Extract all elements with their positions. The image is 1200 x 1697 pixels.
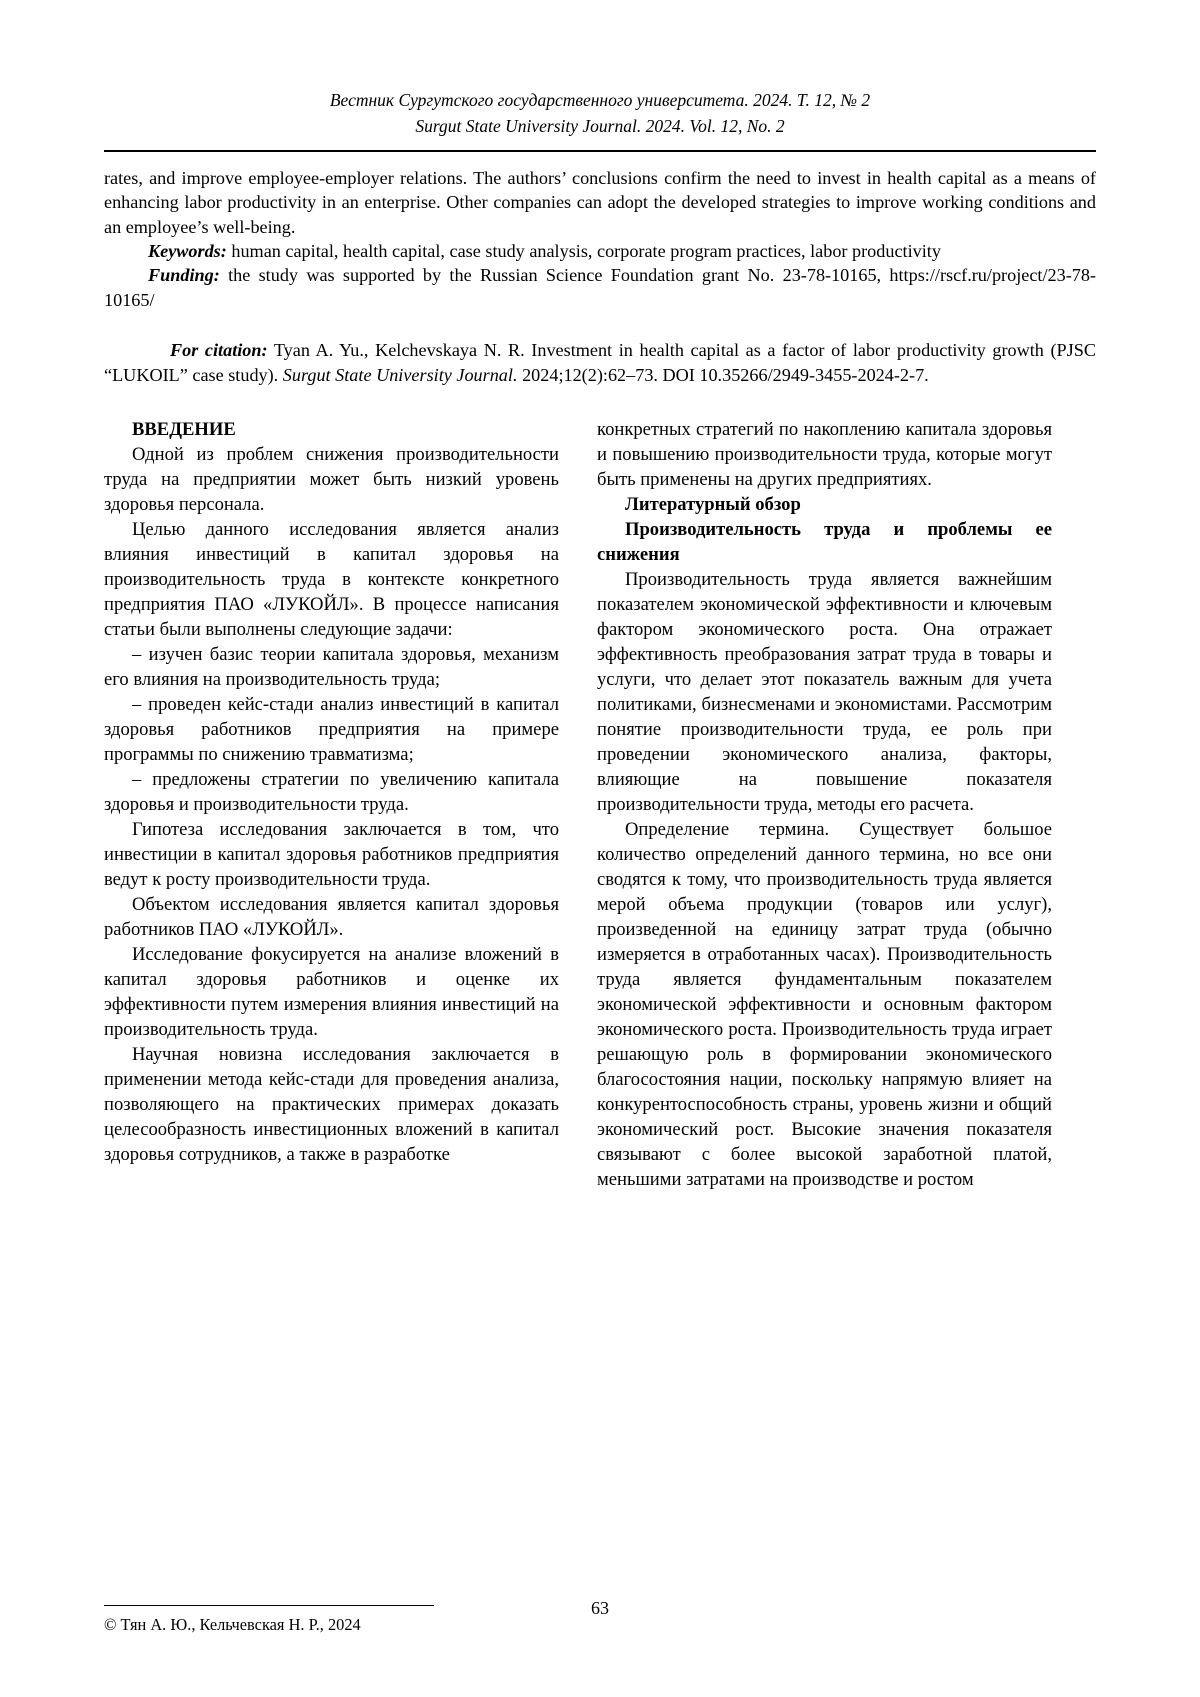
header-divider (104, 150, 1096, 152)
paragraph-continuation: конкретных стратегий по накоплению капитала здоровья и повышению производительности труда, которые могут быть применены на других предприятиях. (597, 418, 1052, 490)
section-heading-introduction: ВВЕДЕНИЕ (132, 418, 236, 440)
paragraph: Объектом исследования является капитал здоровья работников ПАО «ЛУКОЙЛ». (104, 893, 559, 940)
paragraph: Определение термина. Существует большое количество определений данного термина, но все они сводятся к тому, что производительность труда является мерой объема продукции (товаров или услуг), произведенной на единицу затрат труда (обычно измеряется в отработанных часах). Производительность труда является фундаментальным показателем экономической эффективности и основным фактором экономического роста. Производительность труда играет решающую роль в формировании экономического благосостояния нации, поскольку напрямую влияет на конкурентоспособность страны, уровень жизни и общий экономический рост. Высокие значения показателя связывают с более высокой заработной платой, меньшими затратами на производстве и ростом (597, 818, 1052, 1190)
running-head-line-en: Surgut State University Journal. 2024. Vol. 12, No. 2 (415, 115, 785, 136)
running-head (104, 88, 1096, 140)
left-column (104, 417, 559, 1192)
body-columns (104, 417, 1096, 1192)
paragraph: – изучен базис теории капитала здоровья, механизм его влияния на производительность труда; (104, 643, 559, 690)
keywords-paragraph (104, 239, 1096, 263)
paragraph: Целью данного исследования является анализ влияния инвестиций в капитал здоровья на производительность труда в контексте конкретного предприятия ПАО «ЛУКОЙЛ». В процессе написания статьи были выполнены следующие задачи: (104, 518, 559, 640)
keywords-text: human capital, health capital, case study analysis, corporate program practices, labor productivity (226, 240, 941, 261)
paragraph: Научная новизна исследования заключается в применении метода кейс-стади для проведения анализа, позволяющего на практических примерах доказать целесообразность инвестиционных вложений в капитал здоровья сотрудников, а также в разработке (104, 1043, 559, 1165)
right-column (597, 417, 1052, 1192)
paragraph: Исследование фокусируется на анализе вложений в капитал здоровья работников и оценке их эффективности путем измерения влияния инвестиций на производительность труда. (104, 943, 559, 1040)
page-footer (104, 1598, 1096, 1635)
paragraph: Производительность труда является важнейшим показателем экономической эффективности и ключевым фактором экономического роста. Она отражает эффективность преобразования затрат труда в товары и услуги, что делает этот показатель важным для учета политиками, бизнесменами и экономистами. Рассмотрим понятие производительности труда, ее роль при проведении экономического анализа, факторы, влияющие на повышение показателя производительности труда, методы его расчета. (597, 568, 1052, 815)
section-heading-productivity: Производительность труда и проблемы ее снижения (597, 518, 1052, 565)
citation-text-1: Tyan A. Yu., Kelchevskaya N. R. Investment in health capital as a factor of labor productivity growth (PJSC “LUKOIL” case study). (104, 340, 1096, 385)
citation-block (104, 338, 1096, 387)
section-heading-literature-review: Литературный обзор (625, 493, 801, 515)
citation-journal: Surgut State University Journal. (282, 364, 518, 385)
citation-label: For citation: (170, 340, 268, 361)
paragraph: – предложены стратегии по увеличению капитала здоровья и производительности труда. (104, 768, 559, 815)
running-head-line-ru: Вестник Сургутского государственного университета. 2024. Т. 12, № 2 (329, 90, 871, 110)
copyright-notice: © Тян А. Ю., Кельчевская Н. Р., 2024 (104, 1614, 361, 1634)
paragraph: Одной из проблем снижения производительности труда на предприятии может быть низкий уровень здоровья персонала. (104, 443, 559, 515)
abstract-continuation: rates, and improve employee-employer relations. The authors’ conclusions confirm the need to invest in health capital as a means of enhancing labor productivity in an enterprise. Other companies can adopt the developed strategies to improve working conditions and an employee’s well-being. (104, 167, 1096, 237)
keywords-label: Keywords: (148, 240, 227, 261)
funding-label: Funding: (148, 265, 220, 286)
citation-paragraph (104, 338, 1096, 387)
page-number: 63 (591, 1598, 609, 1618)
paragraph: Гипотеза исследования заключается в том, что инвестиции в капитал здоровья работников предприятия ведут к росту производительности труда. (104, 818, 559, 890)
funding-text: the study was supported by the Russian Science Foundation grant No. 23-78-10165, https://rscf.ru/project/23-78-10165/ (104, 265, 1096, 310)
citation-text-2: 2024;12(2):62–73. DOI 10.35266/2949-3455-2024-2-7. (517, 364, 929, 385)
paragraph: – проведен кейс-стади анализ инвестиций в капитал здоровья работников предприятия на примере программы по снижению травматизма; (104, 693, 559, 765)
funding-paragraph (104, 263, 1096, 312)
abstract-block (104, 166, 1096, 312)
